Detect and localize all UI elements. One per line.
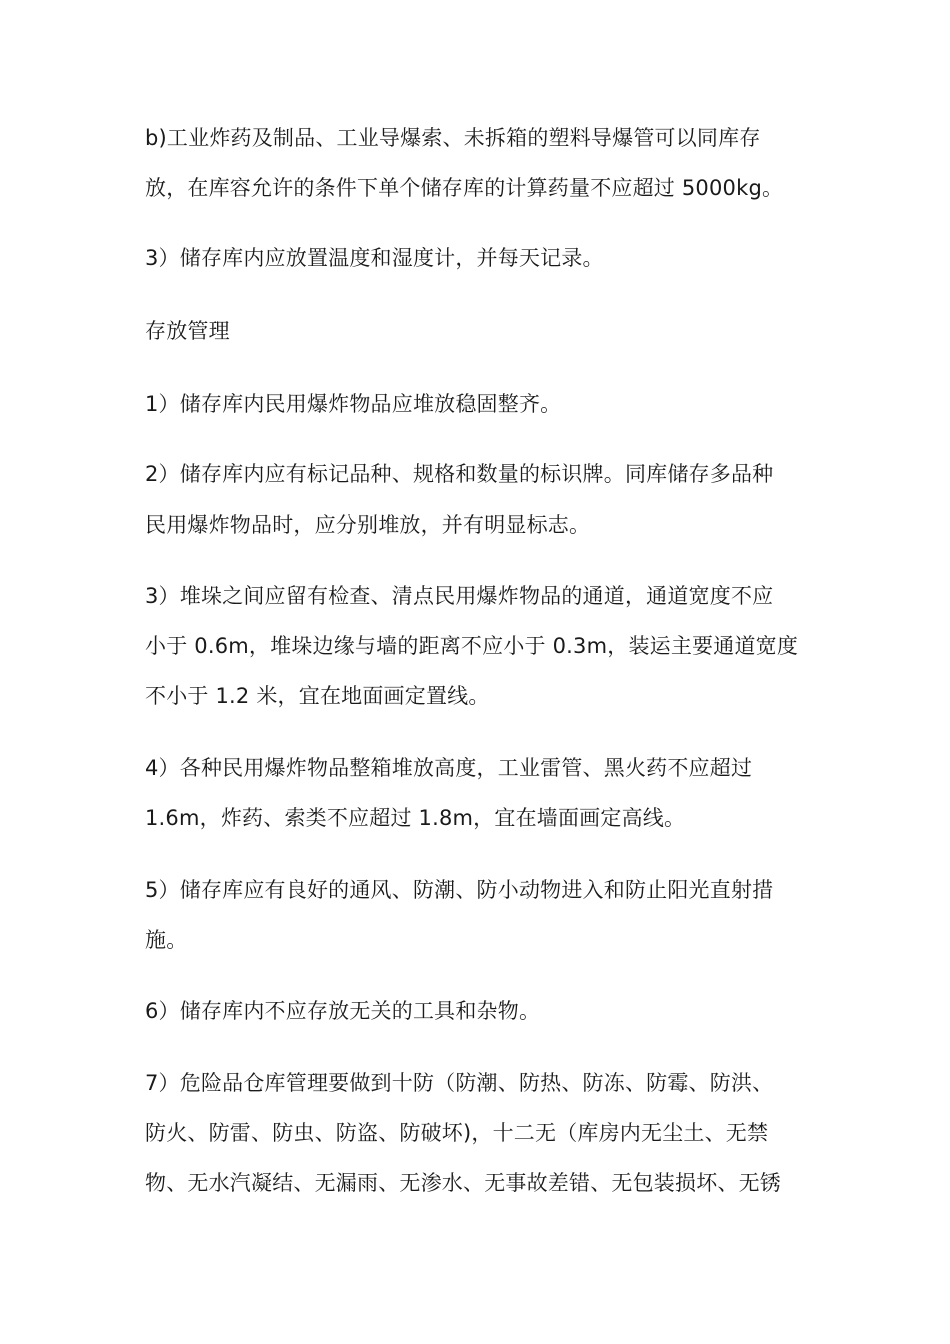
text-line: 6）储存库内不应存放无关的工具和杂物。 <box>145 999 541 1023</box>
text-line: 3）堆垛之间应留有检查、清点民用爆炸物品的通道，通道宽度不应 <box>145 584 774 608</box>
text-line: 2）储存库内应有标记品种、规格和数量的标识牌。同库储存多品种 <box>145 462 774 486</box>
text-line: b)工业炸药及制品、工业导爆索、未拆箱的塑料导爆管可以同库存 <box>145 126 761 150</box>
text-line: 放，在库容允许的条件下单个储存库的计算药量不应超过 5000kg。 <box>145 176 784 200</box>
text-line: 7）危险品仓库管理要做到十防（防潮、防热、防冻、防霉、防洪、 <box>145 1071 774 1095</box>
text-line: 5）储存库应有良好的通风、防潮、防小动物进入和防止阳光直射措 <box>145 878 774 902</box>
text-line: 1）储存库内民用爆炸物品应堆放稳固整齐。 <box>145 392 562 416</box>
text-line: 防火、防雷、防虫、防盗、防破坏)，十二无（库房内无尘土、无禁 <box>145 1121 769 1145</box>
section-heading: 存放管理 <box>145 319 230 343</box>
text-line: 民用爆炸物品时，应分别堆放，并有明显标志。 <box>145 513 591 537</box>
text-line: 小于 0.6m，堆垛边缘与墙的距离不应小于 0.3m，装运主要通道宽度 <box>145 634 799 658</box>
text-line: 不小于 1.2 米，宜在地面画定置线。 <box>145 684 490 708</box>
text-line: 物、无水汽凝结、无漏雨、无渗水、无事故差错、无包装损坏、无锈 <box>145 1171 781 1195</box>
text-line: 3）储存库内应放置温度和湿度计，并每天记录。 <box>145 246 604 270</box>
text-line: 施。 <box>145 928 188 952</box>
text-line: 4）各种民用爆炸物品整箱堆放高度，工业雷管、黑火药不应超过 <box>145 756 753 780</box>
text-line: 1.6m，炸药、索类不应超过 1.8m，宜在墙面画定高线。 <box>145 806 686 830</box>
